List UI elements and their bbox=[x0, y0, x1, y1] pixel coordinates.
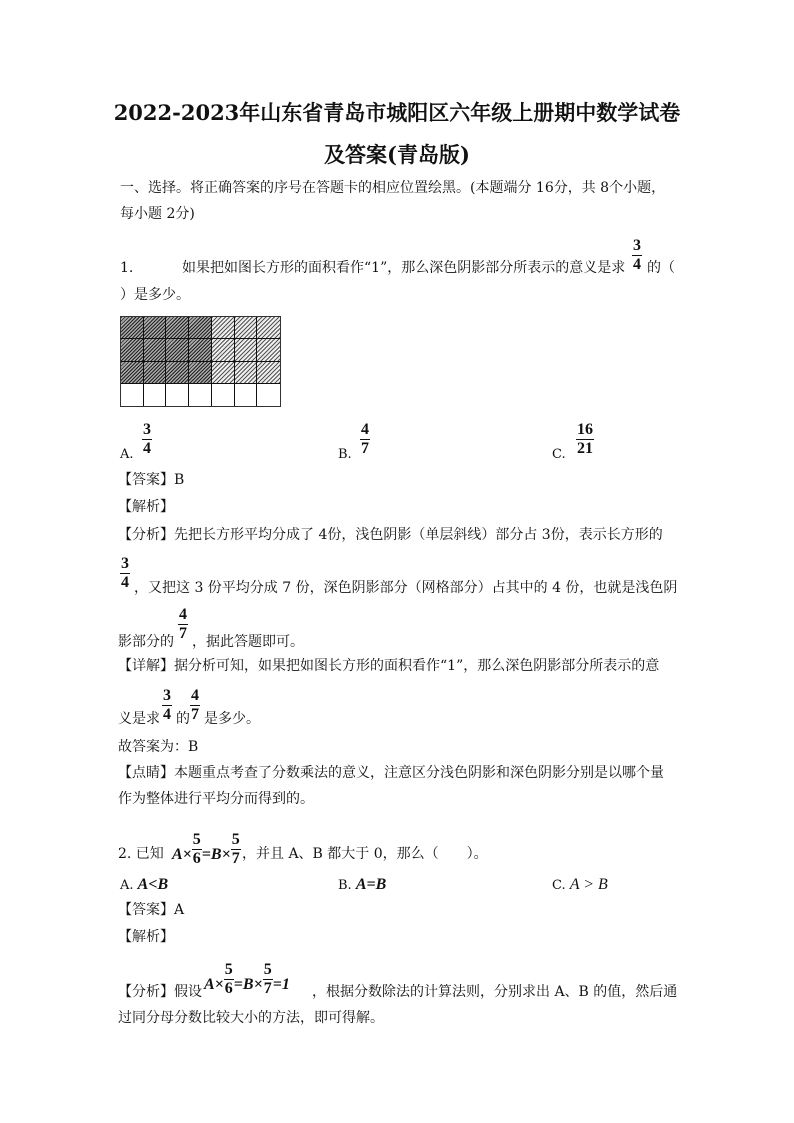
q2-option-b[interactable] bbox=[338, 876, 386, 894]
fraction-3-4 bbox=[120, 556, 130, 591]
light-shaded-cell bbox=[257, 339, 280, 361]
q2-option-c[interactable] bbox=[552, 876, 608, 894]
denominator: 7 bbox=[191, 706, 199, 723]
dark-shaded-cell bbox=[166, 317, 189, 339]
q2-analysis: 【分析】假设 bbox=[118, 984, 202, 1000]
fraction-4-7 bbox=[178, 607, 188, 642]
empty-cell bbox=[257, 384, 280, 406]
light-shaded-cell bbox=[212, 317, 235, 339]
q1-analysis-cont: ，又把这 3 份平均分成 7 份，深色阴影部分（网格部分）占其中的 4 份，也就是浅色阴 bbox=[134, 580, 678, 596]
light-shaded-cell bbox=[212, 362, 235, 384]
q1-fraction bbox=[632, 238, 642, 273]
empty-cell bbox=[212, 384, 235, 406]
dark-shaded-cell bbox=[144, 317, 167, 339]
q1-jiexi-heading: 【解析】 bbox=[118, 499, 174, 515]
q1-final-answer: 故答案为：B bbox=[118, 739, 199, 755]
dark-shaded-cell bbox=[121, 339, 144, 361]
option-label: B. bbox=[338, 878, 352, 893]
q1-analysis-cont2: 影部分的 bbox=[118, 634, 174, 650]
q1-dianjing-cont: 作为整体进行平均分而得到的。 bbox=[118, 791, 314, 807]
numerator: 3 bbox=[121, 555, 129, 572]
denominator: 4 bbox=[121, 574, 129, 591]
q1-answer: 【答案】B bbox=[118, 472, 185, 488]
numerator: 3 bbox=[633, 237, 641, 254]
q1-number: 1. bbox=[120, 260, 134, 276]
light-shaded-cell bbox=[212, 339, 235, 361]
q2-equation bbox=[172, 831, 241, 873]
q1-option-a[interactable] bbox=[120, 447, 134, 462]
q2-analysis-cont: ，根据分数除法的计算法则，分别求出 A、B 的值，然后通 bbox=[312, 984, 678, 1000]
numerator: 16 bbox=[577, 421, 593, 438]
fraction-4-7 bbox=[190, 688, 200, 723]
q1-analysis-end: ，据此答题即可。 bbox=[192, 634, 304, 650]
q1-text-cont: ）是多少。 bbox=[120, 287, 190, 303]
dark-shaded-cell bbox=[121, 362, 144, 384]
light-shaded-cell bbox=[235, 339, 258, 361]
fraction-3-4 bbox=[162, 688, 172, 723]
light-shaded-cell bbox=[235, 362, 258, 384]
denominator: 21 bbox=[577, 440, 593, 457]
q1-text: 如果把如图长方形的面积看作“1”，那么深色阴影部分所表示的意义是求 bbox=[182, 260, 626, 276]
q1-detail: 【详解】据分析可知，如果把如图长方形的面积看作“1”，那么深色阴影部分所表示的意 bbox=[118, 658, 660, 674]
eq-fraction bbox=[192, 832, 202, 867]
q1-option-a-fraction bbox=[142, 422, 152, 457]
q1-detail-end: 是多少。 bbox=[204, 711, 260, 727]
q1-option-b-fraction bbox=[360, 422, 370, 457]
section-instruction-cont: 每小题 2分) bbox=[120, 206, 195, 222]
eq-term: =B× bbox=[201, 846, 231, 864]
denominator: 4 bbox=[633, 256, 641, 273]
q1-option-c[interactable] bbox=[552, 447, 566, 462]
eq-term: =B× bbox=[233, 976, 263, 994]
eq-term: A× bbox=[204, 976, 224, 994]
light-shaded-cell bbox=[257, 317, 280, 339]
q2-suffix: ，并且 A、B 都大于 0，那么（ ）。 bbox=[242, 846, 488, 862]
dark-shaded-cell bbox=[121, 317, 144, 339]
eq-fraction bbox=[224, 962, 234, 997]
option-label: C. bbox=[552, 878, 566, 893]
option-expr: A<B bbox=[137, 876, 169, 893]
q1-analysis: 【分析】先把长方形平均分成了 4份，浅色阴影（单层斜线）部分占 3份，表示长方形的 bbox=[118, 527, 663, 543]
section-instruction: 一、选择。将正确答案的序号在答题卡的相应位置绘黑。(本题端分 16分，共 8个小题， bbox=[120, 180, 666, 196]
page-subtitle: 及答案(青岛版) bbox=[324, 142, 470, 167]
light-shaded-cell bbox=[235, 317, 258, 339]
q1-detail-de: 的 bbox=[176, 711, 190, 727]
denominator: 6 bbox=[192, 850, 201, 867]
q2-analysis-equation bbox=[204, 961, 290, 1003]
denominator: 4 bbox=[143, 440, 151, 457]
denominator: 7 bbox=[361, 440, 369, 457]
dark-shaded-cell bbox=[189, 339, 212, 361]
numerator: 3 bbox=[163, 687, 171, 704]
option-label: C. bbox=[552, 447, 566, 462]
q2-answer: 【答案】A bbox=[118, 902, 185, 918]
page-title: 2022-2023年山东省青岛市城阳区六年级上册期中数学试卷 bbox=[113, 100, 681, 125]
option-expr: A=B bbox=[355, 876, 387, 893]
q2-option-a[interactable] bbox=[120, 876, 168, 894]
q1-option-b[interactable] bbox=[338, 447, 352, 462]
empty-cell bbox=[166, 384, 189, 406]
dark-shaded-cell bbox=[166, 339, 189, 361]
q1-text-end: 的（ bbox=[647, 260, 675, 276]
denominator: 4 bbox=[163, 706, 171, 723]
q2-prefix: 2. 已知 bbox=[118, 846, 164, 862]
option-label: A. bbox=[120, 447, 134, 462]
numerator: 5 bbox=[192, 831, 201, 848]
option-label: B. bbox=[338, 447, 352, 462]
empty-cell bbox=[235, 384, 258, 406]
dark-shaded-cell bbox=[166, 362, 189, 384]
dark-shaded-cell bbox=[189, 362, 212, 384]
option-expr: A > B bbox=[569, 876, 608, 893]
numerator: 4 bbox=[179, 606, 187, 623]
numerator: 3 bbox=[143, 421, 151, 438]
q1-detail-cont: 义是求 bbox=[118, 711, 160, 727]
numerator: 5 bbox=[263, 961, 272, 978]
q2-jiexi-heading: 【解析】 bbox=[118, 929, 174, 945]
eq-fraction bbox=[231, 832, 241, 867]
option-label: A. bbox=[120, 878, 134, 893]
dark-shaded-cell bbox=[144, 362, 167, 384]
numerator: 4 bbox=[361, 421, 369, 438]
light-shaded-cell bbox=[257, 362, 280, 384]
denominator: 7 bbox=[263, 980, 272, 997]
numerator: 5 bbox=[231, 831, 240, 848]
empty-cell bbox=[189, 384, 212, 406]
numerator: 4 bbox=[191, 687, 199, 704]
dark-shaded-cell bbox=[144, 339, 167, 361]
empty-cell bbox=[144, 384, 167, 406]
eq-fraction bbox=[263, 962, 273, 997]
denominator: 6 bbox=[224, 980, 233, 997]
denominator: 7 bbox=[231, 850, 240, 867]
empty-cell bbox=[121, 384, 144, 406]
q2-analysis-cont2: 过同分母分数比较大小的方法，即可得解。 bbox=[118, 1010, 384, 1026]
numerator: 5 bbox=[224, 961, 233, 978]
denominator: 7 bbox=[179, 625, 187, 642]
eq-term: A× bbox=[172, 846, 192, 864]
q1-dianjing: 【点睛】本题重点考查了分数乘法的意义，注意区分浅色阴影和深色阴影分别是以哪个量 bbox=[118, 765, 664, 781]
eq-term: =1 bbox=[272, 976, 290, 994]
dark-shaded-cell bbox=[189, 317, 212, 339]
q1-rectangle-figure bbox=[120, 316, 281, 407]
q1-option-c-fraction bbox=[576, 422, 594, 457]
